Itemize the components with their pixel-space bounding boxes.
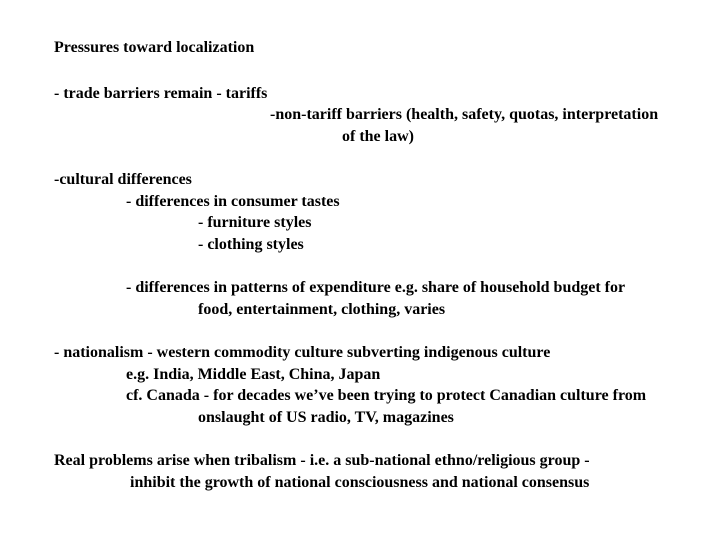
cultural-differences-heading: -cultural differences [54, 171, 192, 188]
non-tariff-barriers-line: -non-tariff barriers (health, safety, quotas, interpretation [270, 106, 659, 123]
nationalism-line: - nationalism - western commodity culture subverting indigenous culture [54, 344, 551, 361]
consumer-tastes-line: - differences in consumer tastes [126, 193, 340, 210]
conclusion-continuation: inhibit the growth of national consciousness and national consensus [130, 474, 590, 491]
canada-comparison-continuation: onslaught of US radio, TV, magazines [198, 409, 454, 426]
expenditure-patterns-continuation: food, entertainment, clothing, varies [198, 301, 446, 318]
canada-comparison-line: cf. Canada - for decades we’ve been trying to protect Canadian culture from [126, 387, 647, 404]
nationalism-examples-line: e.g. India, Middle East, China, Japan [126, 366, 381, 383]
expenditure-patterns-line: - differences in patterns of expenditure e.g. share of household budget for [126, 279, 626, 296]
page-title: Pressures toward localization [54, 39, 255, 56]
conclusion-line: Real problems arise when tribalism - i.e. a sub-national ethno/religious group - [54, 452, 590, 469]
furniture-styles-line: - furniture styles [198, 214, 312, 231]
clothing-styles-line: - clothing styles [198, 236, 304, 253]
non-tariff-barriers-continuation: of the law) [342, 128, 414, 145]
trade-barriers-line: - trade barriers remain - tariffs [54, 85, 268, 102]
